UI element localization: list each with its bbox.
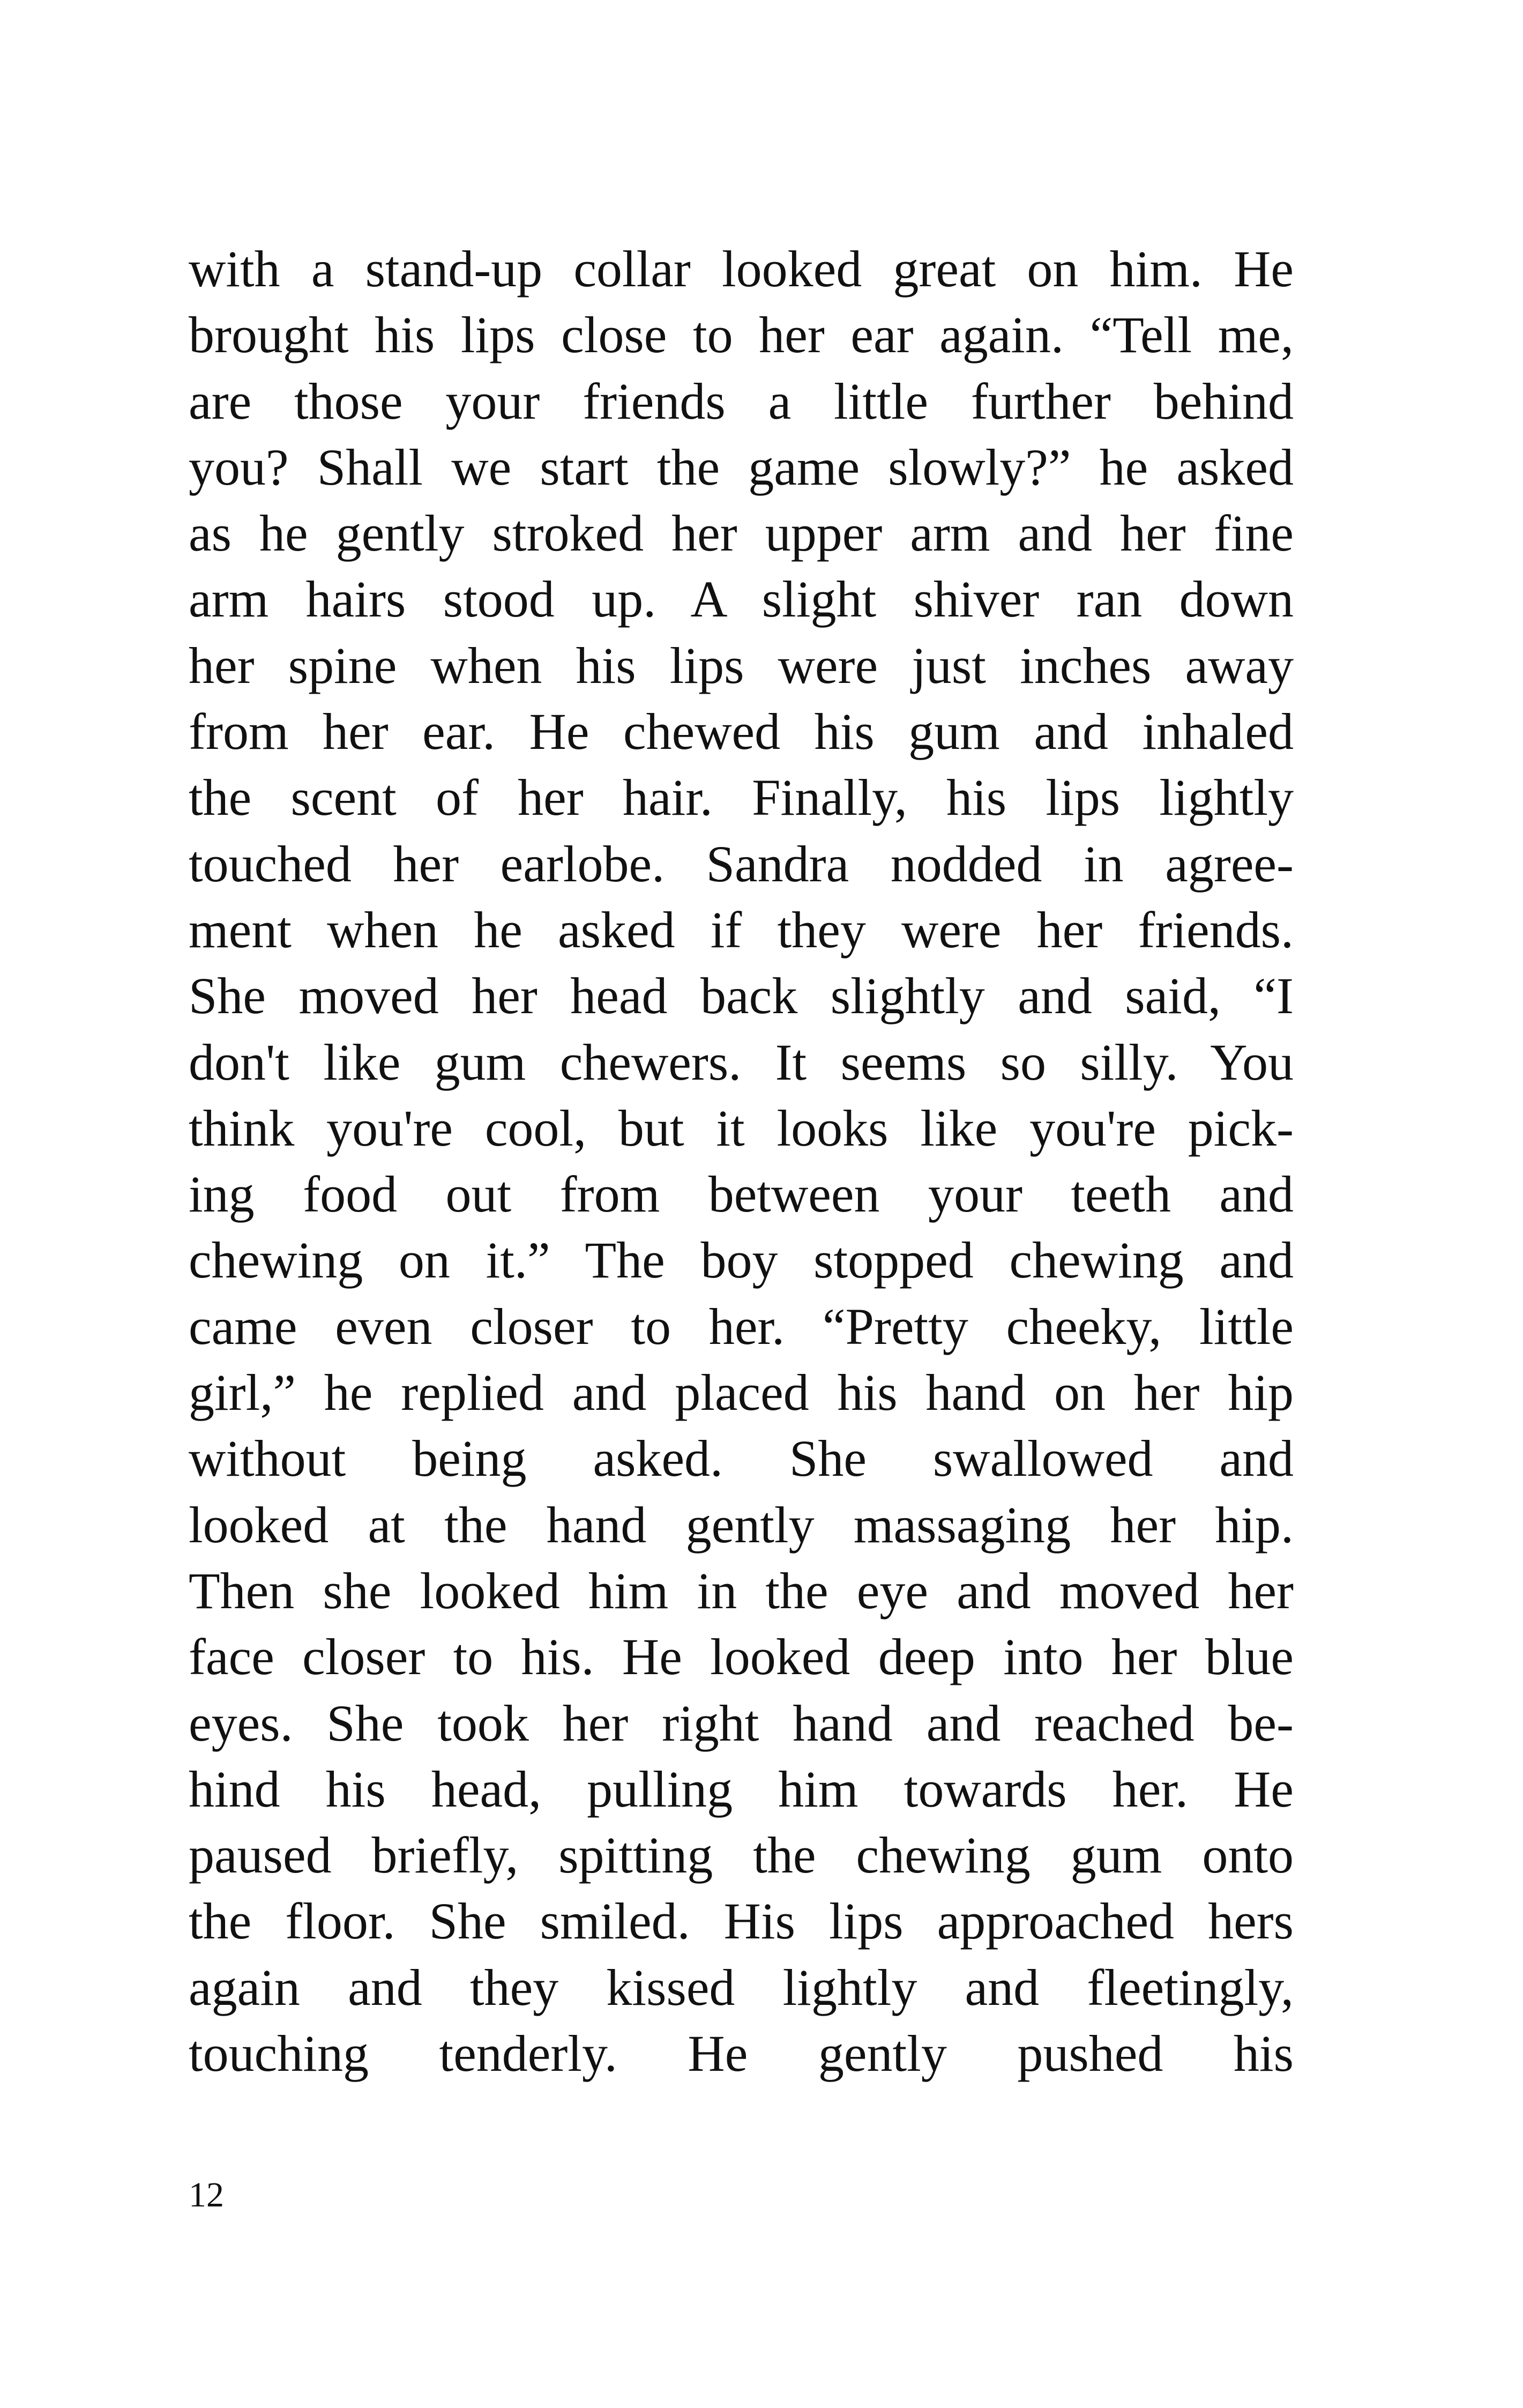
- text-line: as he gently stroked her upper arm and her fine: [189, 504, 1294, 562]
- text-line: hind his head, pulling him towards her. He: [189, 1760, 1294, 1818]
- body-text: [189, 236, 1294, 2086]
- text-line: chewing on it.” The boy stopped chewing and: [189, 1231, 1294, 1289]
- text-line: are those your friends a little further behind: [189, 372, 1294, 430]
- text-line: looked at the hand gently massaging her hip.: [189, 1496, 1294, 1554]
- text-line: arm hairs stood up. A slight shiver ran down: [189, 570, 1294, 628]
- text-line: touching tenderly. He gently pushed his: [189, 2025, 1294, 2083]
- text-line: from her ear. He chewed his gum and inhaled: [189, 703, 1294, 761]
- text-line: with a stand-up collar looked great on him. He: [189, 240, 1294, 298]
- text-line: don't like gum chewers. It seems so silly. You: [189, 1033, 1294, 1091]
- text-line: ing food out from between your teeth and: [189, 1165, 1294, 1223]
- text-line: again and they kissed lightly and fleetingly,: [189, 1958, 1294, 2016]
- text-line: without being asked. She swallowed and: [189, 1430, 1294, 1488]
- text-line: you? Shall we start the game slowly?” he asked: [189, 438, 1294, 496]
- page-number: 12: [189, 2175, 224, 2214]
- text-line: face closer to his. He looked deep into her blue: [189, 1628, 1294, 1686]
- text-line: touched her earlobe. Sandra nodded in agree-: [189, 835, 1294, 893]
- text-line: Then she looked him in the eye and moved her: [189, 1562, 1294, 1619]
- text-line: ment when he asked if they were her friends.: [189, 901, 1294, 958]
- text-line: think you're cool, but it looks like you're pick-: [189, 1099, 1294, 1157]
- text-line: came even closer to her. “Pretty cheeky, little: [189, 1297, 1294, 1355]
- text-line: the scent of her hair. Finally, his lips lightly: [189, 769, 1294, 827]
- text-line: brought his lips close to her ear again. “Tell me,: [189, 306, 1294, 364]
- text-line: the floor. She smiled. His lips approached hers: [189, 1892, 1294, 1950]
- text-line: her spine when his lips were just inches away: [189, 636, 1294, 694]
- text-line: She moved her head back slightly and said, “I: [189, 967, 1294, 1025]
- text-line: girl,” he replied and placed his hand on her hip: [189, 1364, 1294, 1422]
- text-line: paused briefly, spitting the chewing gum onto: [189, 1826, 1294, 1884]
- text-line: eyes. She took her right hand and reached be-: [189, 1694, 1294, 1752]
